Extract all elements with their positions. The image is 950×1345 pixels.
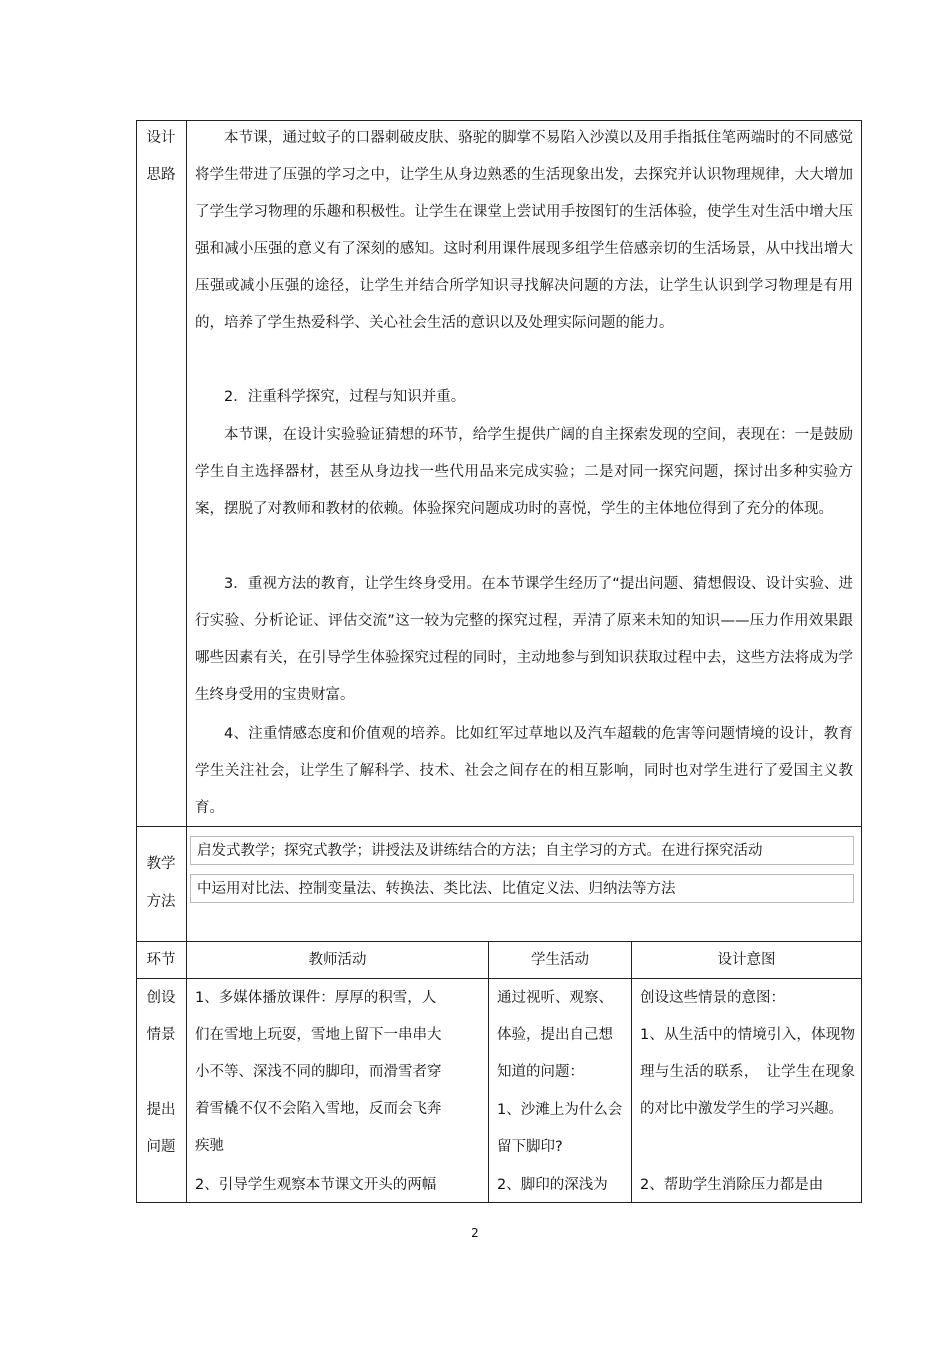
header-design-intent: 设计意图: [717, 952, 776, 968]
method-label-line2: 方法: [146, 894, 176, 910]
header-student-activity: 学生活动: [531, 952, 589, 968]
method-label-cell: [136, 826, 186, 941]
table-border-right: [861, 120, 862, 1203]
design-paragraph-1: 本节课，通过蚊子的口器刺破皮肤、骆驼的脚掌不易陷入沙漠以及用手指抵住笔两端时的不同感觉将学生带进了压强的学习之中，让学生从身边熟悉的生活现象出发，去探究并认识物理规律，大大增加了学生学习物理的乐趣和积极性。让学生在课堂上尝试用手按图钉的生活体验，使学生对生活中增大压强和减小压强的意义有了深刻的感知。这时利用课件展现多组学生倍感亲切的生活场景，从中找出增大压强或减小压强的途径，让学生并结合所学知识寻找解决问题的方法，让学生认识到学习物理是有用的，培养了学生热爱科学、关心社会生活的意识以及处理实际问题的能力。: [195, 130, 853, 331]
stage-cell: [136, 979, 186, 1202]
stage-label-1b: 情景: [146, 1027, 176, 1043]
design-paragraph-3: 本节课，在设计实验验证猜想的环节，给学生提供广阔的自主探索发现的空间，表现在：一是鼓励学生自主选择器材，甚至从身边找一些代用品来完成实验；二是对同一探究问题，探讨出多种实验方案，摆脱了对教师和教材的依赖。体验探究问题成功时的喜悦，学生的主体地位得到了充分的体现。: [195, 427, 853, 517]
design-paragraph-4: 3．重视方法的教育，让学生终身受用。在本节课学生经历了“提出问题、猜想假设、设计实验、进行实验、分析论证、评估交流”这一较为完整的探究过程，弄清了原来未知的知识——压力作用效果跟哪些因素有关，在引导学生体验探究过程的同时，主动地参与到知识获取过程中去，这些方法将成为学生终身受用的宝贵财富。: [195, 576, 853, 703]
method-label-line1: 教学: [146, 856, 176, 872]
method-line-2-box: [190, 874, 854, 903]
design-intent-2: 1、从生活中的情境引入，体现物理与生活的联系， 让学生在现象的对比中激发学生的学习兴趣。: [640, 1027, 855, 1117]
stage-label-1a: 创设: [146, 990, 176, 1006]
header-stage: 环节: [146, 952, 176, 968]
stage-label-2b: 问题: [146, 1139, 176, 1155]
design-intent-1: 创设这些情景的意图：: [640, 990, 785, 1006]
design-paragraph-5: 4、注重情感态度和价值观的培养。比如红军过草地以及汽车超载的危害等问题情境的设计，教育学生关注社会，让学生了解科学、技术、社会之间存在的相互影响，同时也对学生进行了爱国主义教育。: [195, 726, 853, 816]
design-label-cell: [136, 120, 186, 826]
method-line-1: 启发式教学；探究式教学；讲授法及讲练结合的方法；自主学习的方式。在进行探究活动: [197, 843, 763, 859]
design-intent-3: 2、帮助学生消除压力都是由: [640, 1177, 824, 1193]
design-label-line1: 设计: [146, 130, 176, 146]
student-activity-1: 通过视听、观察、体验，提出自己想知道的问题：: [497, 990, 613, 1080]
student-activity-3: 2、脚印的深浅为: [497, 1177, 608, 1193]
teacher-activity-2: 2、引导学生观察本节课文开头的两幅: [195, 1177, 437, 1193]
method-line-2: 中运用对比法、控制变量法、转换法、类比法、比值定义法、归纳法等方法: [197, 881, 676, 897]
teacher-activity-1: 1、多媒体播放课件：厚厚的积雪，人们在雪地上玩耍，雪地上留下一串串大小不等、深浅不同的脚印，而滑雪者穿着雪橇不仅不会陷入雪地，反而会飞奔疾驰: [195, 990, 442, 1154]
design-content-cell: [187, 120, 861, 826]
student-activity-2: 1、沙滩上为什么会留下脚印?: [497, 1102, 623, 1155]
method-line-1-box: [190, 836, 854, 865]
design-intent-cell: [632, 979, 861, 1202]
student-activity-cell: [489, 979, 631, 1202]
stage-label-2a: 提出: [146, 1102, 176, 1118]
design-paragraph-2: 2．注重科学探究，过程与知识并重。: [224, 389, 466, 405]
teacher-activity-cell: [187, 979, 488, 1202]
page-number: 2: [471, 1226, 479, 1240]
header-teacher-activity: 教师活动: [308, 952, 367, 968]
design-label-line2: 思路: [146, 167, 176, 183]
